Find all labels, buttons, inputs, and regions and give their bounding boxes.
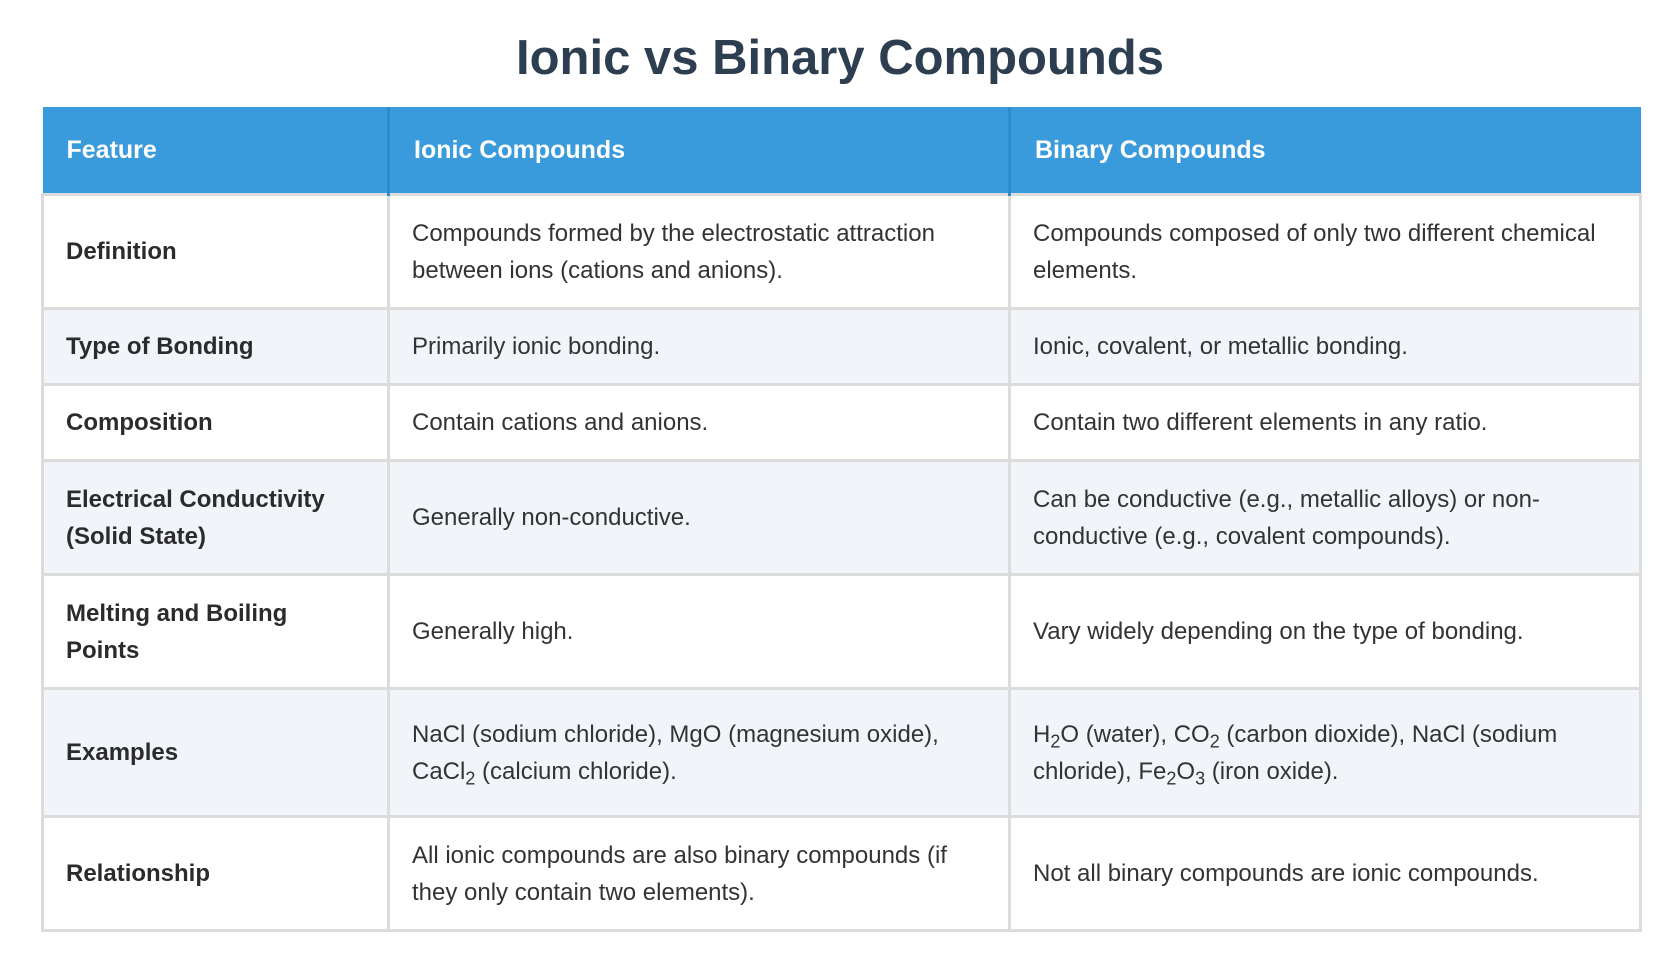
table-row [43, 817, 1641, 931]
examples-text: NaCl (sodium chloride), MgO (magnesium oxide), CaCl [412, 720, 939, 785]
row-feature-cell: Relationship [43, 817, 389, 931]
ionic-cell: Generally high. [389, 575, 1010, 689]
table-row [43, 461, 1641, 575]
examples-text: (iron oxide). [1205, 757, 1339, 785]
ionic-cell: All ionic compounds are also binary compounds (if they only contain two elements). [389, 817, 1010, 931]
examples-text: O (water), CO [1060, 720, 1210, 748]
examples-text: H [1033, 720, 1051, 748]
subscript: 3 [1195, 767, 1206, 788]
row-feature-cell: Composition [43, 385, 389, 461]
binary-cell: Contain two different elements in any ratio. [1010, 385, 1641, 461]
header-binary-compounds: Binary Compounds [1010, 107, 1641, 195]
table-row [43, 575, 1641, 689]
subscript: 2 [1050, 730, 1061, 751]
ionic-cell: Contain cations and anions. [389, 385, 1010, 461]
subscript: 2 [1166, 767, 1177, 788]
subscript: 2 [465, 767, 476, 788]
binary-cell: Can be conductive (e.g., metallic alloys) or non-conductive (e.g., covalent compounds). [1010, 461, 1641, 575]
binary-cell: Ionic, covalent, or metallic bonding. [1010, 309, 1641, 385]
table-row [43, 309, 1641, 385]
row-feature-cell: Examples [43, 689, 389, 817]
ionic-cell [389, 689, 1010, 817]
binary-cell [1010, 689, 1641, 817]
binary-cell: Not all binary compounds are ionic compounds. [1010, 817, 1641, 931]
header-ionic-compounds: Ionic Compounds [389, 107, 1010, 195]
table-row [43, 385, 1641, 461]
table-body [43, 195, 1641, 931]
examples-text: (carbon dioxide), NaCl (sodium chloride), Fe [1033, 720, 1558, 785]
ionic-cell: Compounds formed by the electrostatic attraction between ions (cations and anions). [389, 195, 1010, 309]
binary-cell: Vary widely depending on the type of bonding. [1010, 575, 1641, 689]
examples-text: O [1176, 757, 1196, 785]
table-row [43, 195, 1641, 309]
table-header [43, 107, 1641, 195]
header-feature: Feature [43, 107, 389, 195]
row-feature-cell: Type of Bonding [43, 309, 389, 385]
row-feature-cell: Definition [43, 195, 389, 309]
subscript: 2 [1209, 730, 1220, 751]
ionic-cell: Generally non-conductive. [389, 461, 1010, 575]
comparison-table [41, 107, 1642, 932]
header-row [43, 107, 1641, 195]
row-feature-cell: Electrical Conductivity (Solid State) [43, 461, 389, 575]
row-feature-cell: Melting and Boiling Points [43, 575, 389, 689]
examples-text: (calcium chloride). [475, 757, 677, 785]
table-row [43, 689, 1641, 817]
page-title: Ionic vs Binary Compounds [516, 31, 1164, 85]
ionic-cell: Primarily ionic bonding. [389, 309, 1010, 385]
binary-cell: Compounds composed of only two different chemical elements. [1010, 195, 1641, 309]
